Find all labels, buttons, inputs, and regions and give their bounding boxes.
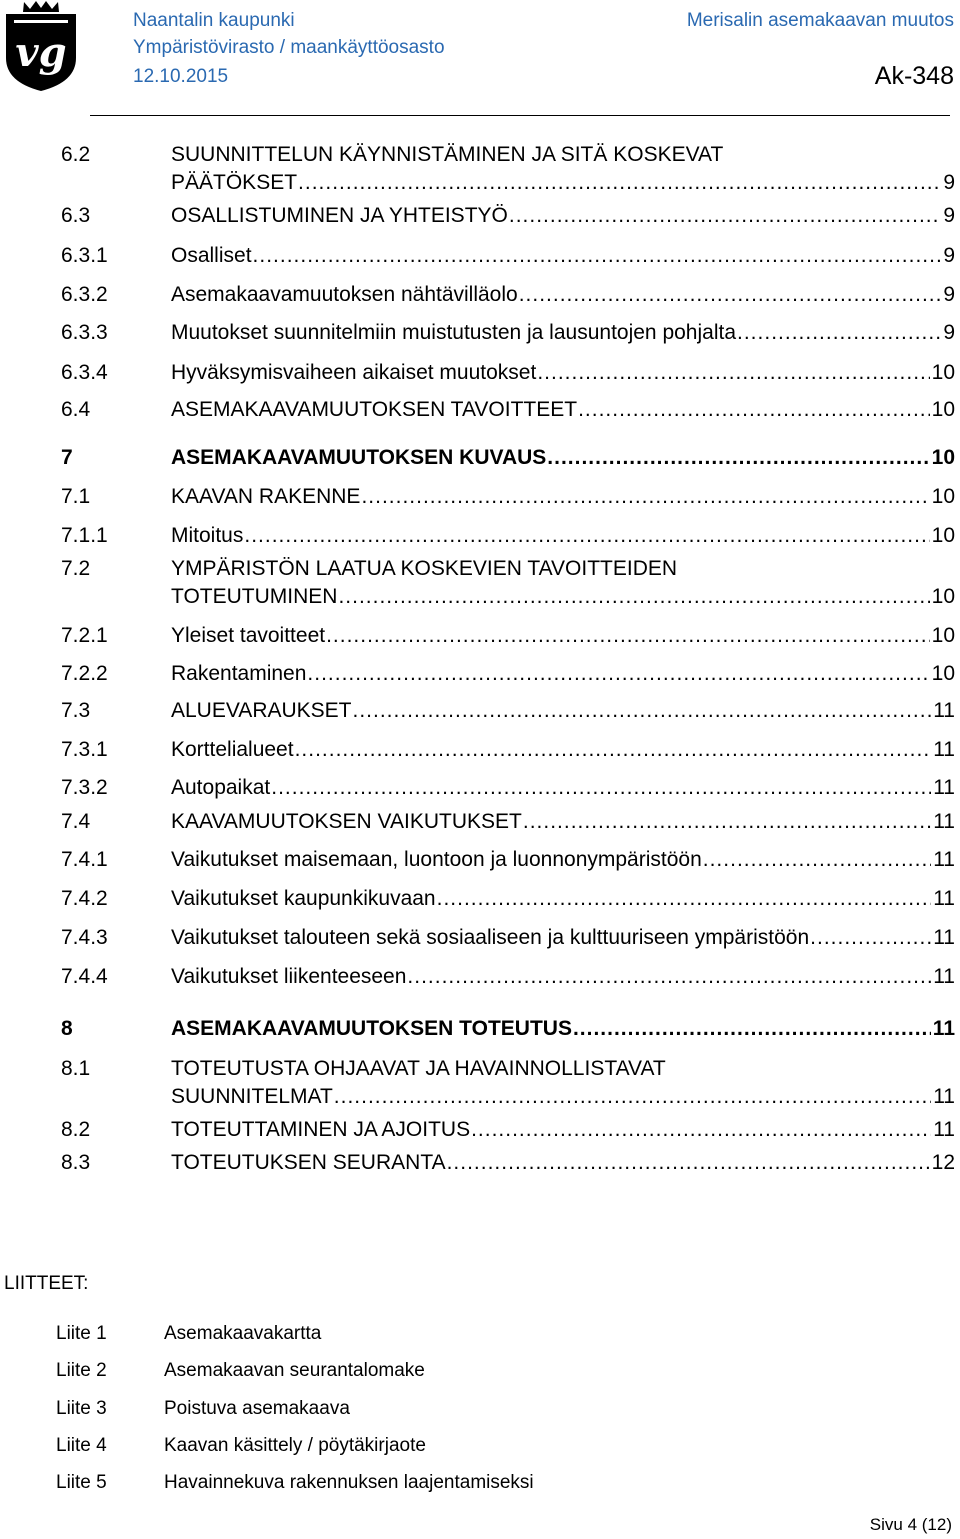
toc-entry-page: 11	[933, 926, 955, 949]
toc-entry-title: ASEMAKAAVAMUUTOKSEN TAVOITTEET	[171, 398, 578, 421]
toc-entry-title: Yleiset tavoitteet	[171, 624, 326, 647]
toc-dot-leader	[810, 924, 931, 952]
toc-entry-page: 9	[943, 171, 955, 194]
toc-entry-page: 10	[931, 485, 955, 508]
toc-entry-title: Vaikutukset talouteen sekä sosiaaliseen ja kulttuuriseen ympäristöön	[171, 926, 810, 949]
toc-entry-page: 9	[943, 283, 955, 306]
toc-entry-page: 10	[931, 398, 955, 421]
toc-entry-page: 10	[931, 446, 955, 469]
toc-entry-page: 12	[931, 1151, 955, 1174]
toc-entry-number: 6.2	[61, 143, 91, 166]
attachment-label: Liite 1	[56, 1323, 107, 1344]
toc-entry-title: KAAVAMUUTOKSEN VAIKUTUKSET	[171, 810, 522, 833]
toc-entry-title: ASEMAKAAVAMUUTOKSEN TOTEUTUS	[171, 1017, 572, 1040]
toc-entry-title: Vaikutukset maisemaan, luontoon ja luonnonympäristöön	[171, 848, 702, 871]
toc-entry-number: 7.3.2	[61, 776, 108, 799]
toc-dot-leader	[353, 697, 932, 725]
toc-entry-page: 11	[933, 887, 955, 910]
toc-dot-leader	[523, 808, 931, 836]
toc-dot-leader	[338, 583, 929, 611]
toc-entry-title: YMPÄRISTÖN LAATUA KOSKEVIEN TAVOITTEIDEN	[171, 557, 678, 580]
toc-dot-leader	[244, 522, 929, 550]
toc-dot-leader	[509, 202, 941, 230]
attachment-label: Liite 5	[56, 1472, 107, 1493]
document-date: 12.10.2015	[133, 66, 229, 87]
toc-dot-leader	[271, 774, 931, 802]
toc-entry-number: 7.4.2	[61, 887, 108, 910]
attachment-title: Poistuva asemakaava	[164, 1398, 350, 1419]
attachments-title: LIITTEET:	[4, 1273, 89, 1294]
attachment-title: Asemakaavakartta	[164, 1323, 322, 1344]
toc-entry-title: PÄÄTÖKSET	[171, 171, 298, 194]
toc-entry-number: 6.3.4	[61, 361, 108, 384]
toc-entry-number: 7.3	[61, 699, 91, 722]
toc-entry-page: 10	[931, 524, 955, 547]
toc-entry-title: Muutokset suunnitelmiin muistutusten ja lausuntojen pohjalta	[171, 321, 737, 344]
toc-entry-title: Vaikutukset kaupunkikuvaan	[171, 887, 436, 910]
toc-entry-page: 11	[932, 1017, 955, 1040]
toc-entry-title: KAAVAN RAKENNE	[171, 485, 361, 508]
toc-entry-page: 11	[933, 810, 955, 833]
toc-entry-number: 7.3.1	[61, 738, 108, 761]
attachment-title: Kaavan käsittely / pöytäkirjaote	[164, 1435, 426, 1456]
toc-dot-leader	[437, 885, 932, 913]
toc-entry-title: Hyväksymisvaiheen aikaiset muutokset	[171, 361, 537, 384]
toc-entry-page: 10	[931, 624, 955, 647]
toc-entry-title: TOTEUTUSTA OHJAAVAT JA HAVAINNOLLISTAVAT	[171, 1057, 666, 1080]
toc-entry-page: 11	[933, 965, 955, 988]
toc-entry-number: 7.4.4	[61, 965, 108, 988]
toc-dot-leader	[298, 169, 941, 197]
toc-entry-page: 11	[933, 699, 955, 722]
toc-entry-number: 7.4.1	[61, 848, 108, 871]
toc-entry-number: 7.2.2	[61, 662, 108, 685]
toc-dot-leader	[361, 483, 929, 511]
toc-entry-title: Mitoitus	[171, 524, 244, 547]
toc-entry-number: 6.4	[61, 398, 91, 421]
toc-entry-number: 6.3.1	[61, 244, 108, 267]
toc-entry-page: 11	[933, 1085, 955, 1108]
toc-dot-leader	[737, 319, 941, 347]
toc-dot-leader	[547, 444, 929, 472]
attachment-title: Havainnekuva rakennuksen laajentamiseksi	[164, 1472, 534, 1493]
toc-entry-number: 7.4.3	[61, 926, 108, 949]
toc-entry-title: ASEMAKAAVAMUUTOKSEN KUVAUS	[171, 446, 547, 469]
toc-entry-title: TOTEUTTAMINEN JA AJOITUS	[171, 1118, 471, 1141]
attachment-title: Asemakaavan seurantalomake	[164, 1360, 425, 1381]
toc-dot-leader	[703, 846, 931, 874]
document-code: Ak-348	[874, 62, 954, 90]
toc-entry-title: SUUNNITTELUN KÄYNNISTÄMINEN JA SITÄ KOSKEVAT	[171, 143, 724, 166]
toc-entry-page: 11	[933, 738, 955, 761]
toc-entry-title: Osalliset	[171, 244, 252, 267]
toc-dot-leader	[537, 359, 929, 387]
department-name: Ympäristövirasto / maankäyttöosasto	[133, 37, 445, 58]
toc-dot-leader	[407, 963, 931, 991]
toc-dot-leader	[471, 1116, 931, 1144]
svg-text:vg: vg	[15, 29, 67, 76]
toc-entry-title: Asemakaavamuutoksen nähtävilläolo	[171, 283, 518, 306]
toc-entry-page: 10	[931, 662, 955, 685]
toc-dot-leader	[253, 242, 942, 270]
toc-entry-title: Rakentaminen	[171, 662, 307, 685]
toc-entry-page: 10	[931, 585, 955, 608]
toc-entry-title: OSALLISTUMINEN JA YHTEISTYÖ	[171, 204, 508, 227]
toc-entry-title: Vaikutukset liikenteeseen	[171, 965, 407, 988]
toc-entry-number: 7.1	[61, 485, 91, 508]
org-name: Naantalin kaupunki	[133, 10, 295, 31]
toc-entry-number: 6.3.3	[61, 321, 108, 344]
toc-entry-title: Korttelialueet	[171, 738, 294, 761]
toc-entry-page: 9	[943, 321, 955, 344]
toc-entry-number: 7.4	[61, 810, 91, 833]
toc-dot-leader	[326, 622, 930, 650]
toc-dot-leader	[334, 1083, 931, 1111]
toc-dot-leader	[573, 1015, 931, 1043]
toc-entry-page: 11	[933, 776, 955, 799]
toc-entry-title: TOTEUTUKSEN SEURANTA	[171, 1151, 446, 1174]
toc-dot-leader	[295, 736, 932, 764]
toc-entry-number: 8.1	[61, 1057, 91, 1080]
toc-entry-number: 8.3	[61, 1151, 91, 1174]
toc-dot-leader	[307, 660, 929, 688]
toc-entry-title: SUUNNITELMAT	[171, 1085, 333, 1108]
toc-entry-number: 7.2	[61, 557, 91, 580]
toc-entry-page: 11	[933, 848, 955, 871]
toc-entry-title: TOTEUTUMINEN	[171, 585, 338, 608]
toc-entry-title: ALUEVARAUKSET	[171, 699, 352, 722]
toc-entry-number: 6.3	[61, 204, 91, 227]
attachment-label: Liite 2	[56, 1360, 107, 1381]
toc-entry-page: 9	[943, 204, 955, 227]
toc-entry-number: 7.1.1	[61, 524, 108, 547]
attachment-label: Liite 4	[56, 1435, 107, 1456]
toc-entry-page: 10	[931, 361, 955, 384]
toc-entry-title: Autopaikat	[171, 776, 271, 799]
toc-entry-number: 7.2.1	[61, 624, 108, 647]
page-number: Sivu 4 (12)	[869, 1515, 952, 1534]
toc-entry-number: 6.3.2	[61, 283, 108, 306]
toc-dot-leader	[519, 281, 942, 309]
attachment-label: Liite 3	[56, 1398, 107, 1419]
toc-dot-leader	[578, 396, 930, 424]
toc-entry-number: 8	[61, 1017, 73, 1040]
toc-entry-number: 7	[61, 446, 73, 469]
toc-entry-page: 11	[933, 1118, 955, 1141]
toc-dot-leader	[447, 1149, 930, 1177]
project-title: Merisalin asemakaavan muutos	[686, 10, 954, 31]
toc-entry-page: 9	[943, 244, 955, 267]
toc-entry-number: 8.2	[61, 1118, 91, 1141]
